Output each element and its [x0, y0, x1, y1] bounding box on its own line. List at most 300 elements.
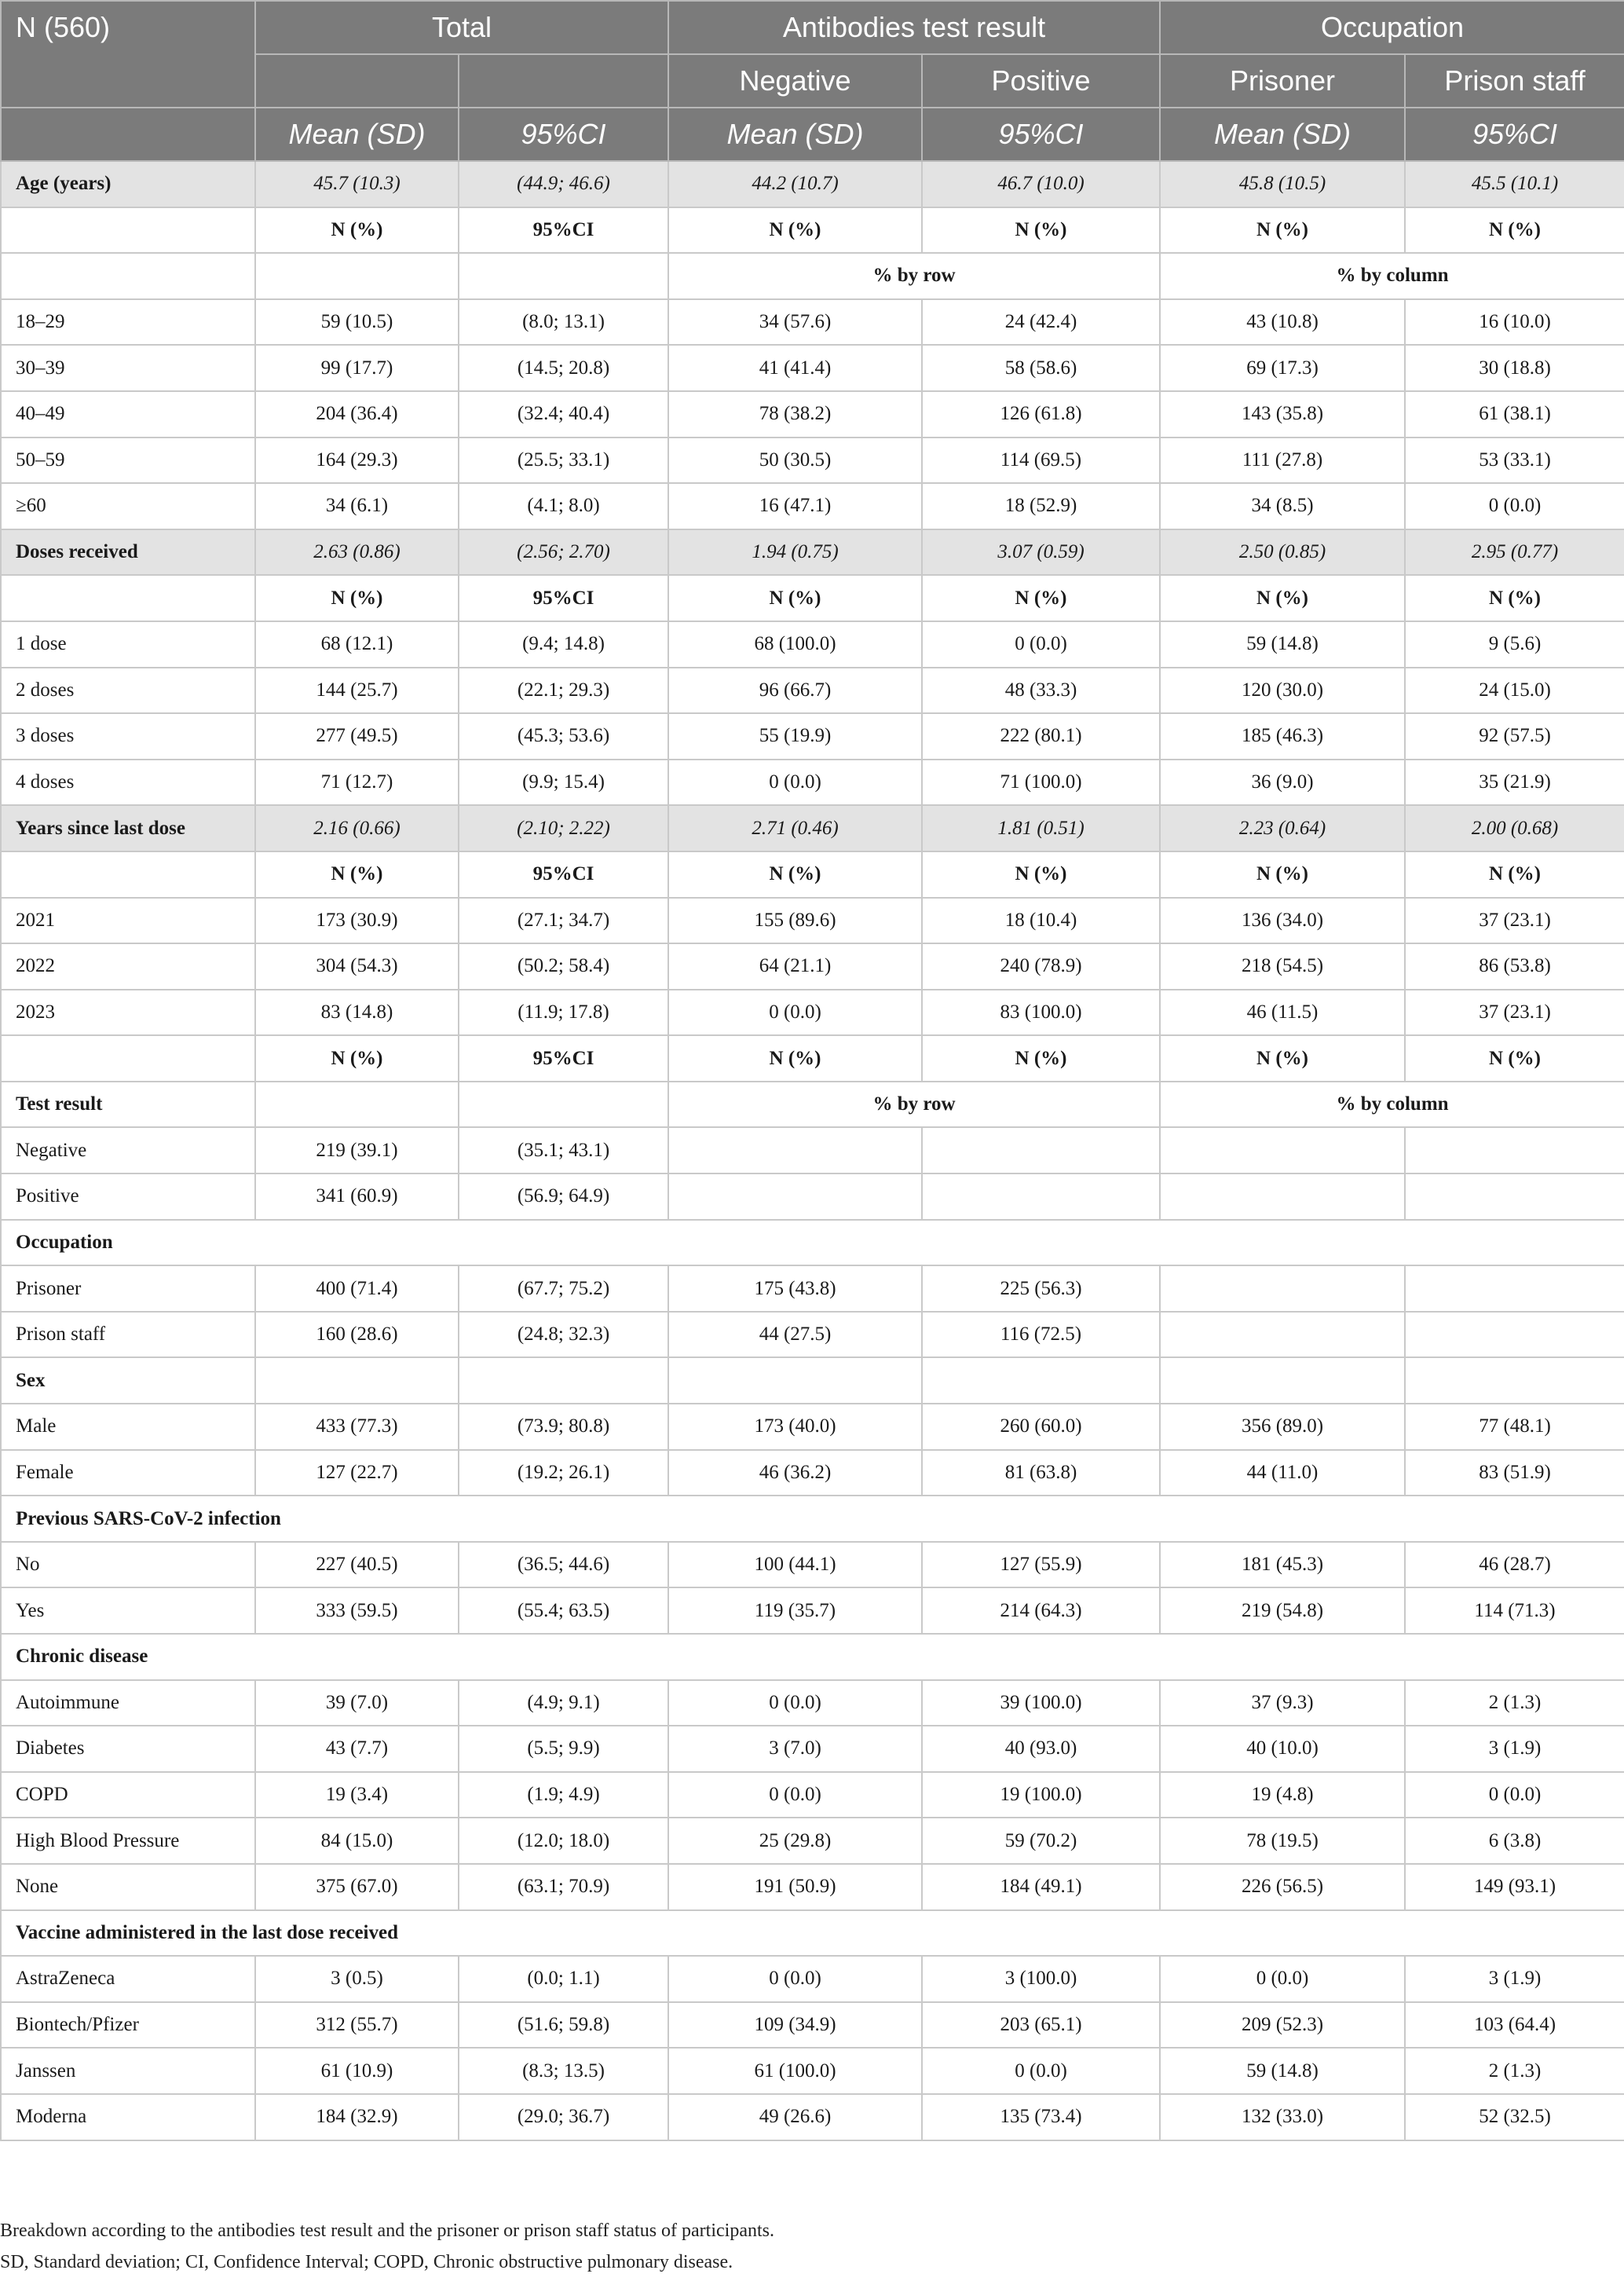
- table-cell: 37 (9.3): [1160, 1680, 1405, 1726]
- table-cell: N (%): [1160, 207, 1405, 254]
- row-label: Autoimmune: [1, 1680, 255, 1726]
- table-cell: 44 (11.0): [1160, 1450, 1405, 1496]
- table-cell: (73.9; 80.8): [459, 1404, 668, 1450]
- table-cell: 2.71 (0.46): [668, 805, 922, 851]
- table-row: [1, 2002, 1624, 2049]
- row-label: Positive: [1, 1173, 255, 1220]
- table-cell: [922, 1173, 1160, 1220]
- table-cell: N (%): [1405, 1035, 1624, 1082]
- table-cell: 304 (54.3): [255, 943, 459, 990]
- table-cell: 103 (64.4): [1405, 2002, 1624, 2049]
- table-cell: 400 (71.4): [255, 1265, 459, 1312]
- table-cell: 83 (100.0): [922, 990, 1160, 1036]
- table-cell: 109 (34.9): [668, 2002, 922, 2049]
- table-cell: 2.95 (0.77): [1405, 529, 1624, 576]
- table-cell: 39 (7.0): [255, 1680, 459, 1726]
- table-row: [1, 668, 1624, 714]
- table-cell: (8.3; 13.5): [459, 2048, 668, 2094]
- table-cell: N (%): [1405, 851, 1624, 898]
- pct-by-row-label: % by row: [668, 253, 1160, 299]
- table-body: [1, 161, 1624, 2140]
- row-label: ≥60: [1, 483, 255, 529]
- table-cell: (25.5; 33.1): [459, 438, 668, 484]
- table-cell: N (%): [1160, 851, 1405, 898]
- table-cell: 16 (47.1): [668, 483, 922, 529]
- table-cell: 160 (28.6): [255, 1312, 459, 1358]
- table-cell: 59 (14.8): [1160, 2048, 1405, 2094]
- header-stat: Mean (SD): [255, 108, 459, 161]
- table-cell: 3 (100.0): [922, 1956, 1160, 2002]
- table-cell: 143 (35.8): [1160, 391, 1405, 438]
- table-row: [1, 713, 1624, 760]
- table-cell: 333 (59.5): [255, 1587, 459, 1634]
- table-row: [1, 1587, 1624, 1634]
- table-cell: 55 (19.9): [668, 713, 922, 760]
- table-cell: 0 (0.0): [668, 1680, 922, 1726]
- table-cell: [1160, 1127, 1405, 1173]
- table-cell: N (%): [668, 207, 922, 254]
- table-cell: 46 (11.5): [1160, 990, 1405, 1036]
- table-cell: 219 (39.1): [255, 1127, 459, 1173]
- table-cell: 2.00 (0.68): [1405, 805, 1624, 851]
- table-cell: [1160, 1312, 1405, 1358]
- table-cell: 78 (19.5): [1160, 1818, 1405, 1864]
- table-cell: [459, 253, 668, 299]
- table-cell: 44.2 (10.7): [668, 161, 922, 207]
- footnote-breakdown: Breakdown according to the antibodies test result and the prisoner or prison staff status of participants.: [0, 2221, 774, 2241]
- table-cell: 36 (9.0): [1160, 760, 1405, 806]
- row-label: Moderna: [1, 2094, 255, 2140]
- table-row: [1, 1726, 1624, 1772]
- row-label: Age (years): [1, 161, 255, 207]
- table-cell: 225 (56.3): [922, 1265, 1160, 1312]
- table-cell: [255, 1357, 459, 1404]
- row-label: 30–39: [1, 345, 255, 391]
- row-label: 2022: [1, 943, 255, 990]
- table-row: [1, 805, 1624, 851]
- table-cell: (9.4; 14.8): [459, 621, 668, 668]
- table-cell: 222 (80.1): [922, 713, 1160, 760]
- table-cell: 375 (67.0): [255, 1864, 459, 1910]
- header-group-occupation: Occupation: [1160, 1, 1624, 54]
- header-sublabel-prisoner: Prisoner: [1160, 54, 1405, 108]
- table-cell: 81 (63.8): [922, 1450, 1160, 1496]
- header-group-total: Total: [255, 1, 668, 54]
- row-label: [1, 1035, 255, 1082]
- table-cell: 37 (23.1): [1405, 898, 1624, 944]
- header-stat: 95%CI: [922, 108, 1160, 161]
- row-label: Biontech/Pfizer: [1, 2002, 255, 2049]
- table-cell: 24 (15.0): [1405, 668, 1624, 714]
- table-cell: 37 (23.1): [1405, 990, 1624, 1036]
- table-cell: 240 (78.9): [922, 943, 1160, 990]
- table-cell: 46 (36.2): [668, 1450, 922, 1496]
- table-cell: (45.3; 53.6): [459, 713, 668, 760]
- table-footnotes: [0, 2215, 774, 2278]
- table-cell: (27.1; 34.7): [459, 898, 668, 944]
- table-cell: 9 (5.6): [1405, 621, 1624, 668]
- section-label: Occupation: [1, 1220, 1624, 1266]
- table-cell: 92 (57.5): [1405, 713, 1624, 760]
- table-cell: N (%): [922, 1035, 1160, 1082]
- table-cell: [668, 1173, 922, 1220]
- table-cell: (2.56; 2.70): [459, 529, 668, 576]
- table-cell: 2.16 (0.66): [255, 805, 459, 851]
- table-cell: 95%CI: [459, 207, 668, 254]
- table-cell: 34 (57.6): [668, 299, 922, 346]
- table-cell: 61 (38.1): [1405, 391, 1624, 438]
- table-cell: (0.0; 1.1): [459, 1956, 668, 2002]
- row-label: Doses received: [1, 529, 255, 576]
- row-label: [1, 851, 255, 898]
- table-cell: 83 (14.8): [255, 990, 459, 1036]
- table-cell: [1160, 1357, 1405, 1404]
- table-cell: 95%CI: [459, 851, 668, 898]
- table-cell: 433 (77.3): [255, 1404, 459, 1450]
- table-cell: 48 (33.3): [922, 668, 1160, 714]
- table-cell: 34 (8.5): [1160, 483, 1405, 529]
- table-row: [1, 529, 1624, 576]
- table-cell: 173 (30.9): [255, 898, 459, 944]
- table-cell: [922, 1357, 1160, 1404]
- table-cell: 45.8 (10.5): [1160, 161, 1405, 207]
- table-row: [1, 345, 1624, 391]
- row-label: Test result: [1, 1082, 255, 1128]
- table-row: [1, 1127, 1624, 1173]
- table-cell: N (%): [1405, 207, 1624, 254]
- table-cell: 181 (45.3): [1160, 1542, 1405, 1588]
- table-row: [1, 760, 1624, 806]
- table-cell: 77 (48.1): [1405, 1404, 1624, 1450]
- row-label: Female: [1, 1450, 255, 1496]
- header-stat: 95%CI: [1405, 108, 1624, 161]
- table-cell: 2.23 (0.64): [1160, 805, 1405, 851]
- table-row: [1, 1864, 1624, 1910]
- table-row: [1, 2094, 1624, 2140]
- table-cell: 0 (0.0): [668, 760, 922, 806]
- table-cell: N (%): [922, 851, 1160, 898]
- row-label: 1 dose: [1, 621, 255, 668]
- table-cell: (9.9; 15.4): [459, 760, 668, 806]
- table-cell: 19 (4.8): [1160, 1772, 1405, 1818]
- table-cell: 219 (54.8): [1160, 1587, 1405, 1634]
- table-cell: 0 (0.0): [1405, 1772, 1624, 1818]
- table-row: [1, 483, 1624, 529]
- table-cell: 0 (0.0): [668, 990, 922, 1036]
- table-cell: N (%): [922, 207, 1160, 254]
- row-label: 2023: [1, 990, 255, 1036]
- table-cell: (12.0; 18.0): [459, 1818, 668, 1864]
- table-cell: 111 (27.8): [1160, 438, 1405, 484]
- header-stat: 95%CI: [459, 108, 668, 161]
- table-row: [1, 1035, 1624, 1082]
- table-cell: 68 (100.0): [668, 621, 922, 668]
- table-cell: 0 (0.0): [668, 1772, 922, 1818]
- table-cell: (55.4; 63.5): [459, 1587, 668, 1634]
- header-sublabel: [255, 54, 459, 108]
- table-cell: 3 (7.0): [668, 1726, 922, 1772]
- table-cell: 61 (100.0): [668, 2048, 922, 2094]
- table-row: [1, 1910, 1624, 1957]
- table-cell: 127 (55.9): [922, 1542, 1160, 1588]
- table-row: [1, 391, 1624, 438]
- pct-by-column-label: % by column: [1160, 253, 1624, 299]
- table-cell: [1405, 1173, 1624, 1220]
- table-cell: 132 (33.0): [1160, 2094, 1405, 2140]
- section-label: Previous SARS-CoV-2 infection: [1, 1496, 1624, 1542]
- table-cell: 277 (49.5): [255, 713, 459, 760]
- table-cell: 44 (27.5): [668, 1312, 922, 1358]
- row-label: AstraZeneca: [1, 1956, 255, 2002]
- row-label: Janssen: [1, 2048, 255, 2094]
- table-cell: N (%): [668, 1035, 922, 1082]
- pct-by-row-label: % by row: [668, 1082, 1160, 1128]
- table-cell: 39 (100.0): [922, 1680, 1160, 1726]
- table-cell: [1405, 1265, 1624, 1312]
- table-cell: 43 (7.7): [255, 1726, 459, 1772]
- row-label: [1, 575, 255, 621]
- table-cell: [255, 1082, 459, 1128]
- table-cell: 40 (10.0): [1160, 1726, 1405, 1772]
- header-sublabel: [459, 54, 668, 108]
- table-row: [1, 1634, 1624, 1680]
- table-cell: 30 (18.8): [1405, 345, 1624, 391]
- table-row: [1, 1312, 1624, 1358]
- table-cell: 59 (14.8): [1160, 621, 1405, 668]
- table-cell: (14.5; 20.8): [459, 345, 668, 391]
- table-row: [1, 851, 1624, 898]
- table-cell: (19.2; 26.1): [459, 1450, 668, 1496]
- table-cell: (2.10; 2.22): [459, 805, 668, 851]
- table-cell: (24.8; 32.3): [459, 1312, 668, 1358]
- table-cell: (29.0; 36.7): [459, 2094, 668, 2140]
- table-cell: 175 (43.8): [668, 1265, 922, 1312]
- table-cell: [1405, 1127, 1624, 1173]
- row-label: Prisoner: [1, 1265, 255, 1312]
- table-cell: 45.5 (10.1): [1405, 161, 1624, 207]
- table-cell: (63.1; 70.9): [459, 1864, 668, 1910]
- row-label: COPD: [1, 1772, 255, 1818]
- table-cell: 71 (12.7): [255, 760, 459, 806]
- table-cell: 356 (89.0): [1160, 1404, 1405, 1450]
- table-cell: 99 (17.7): [255, 345, 459, 391]
- table-cell: 204 (36.4): [255, 391, 459, 438]
- table-row: [1, 575, 1624, 621]
- table-cell: 214 (64.3): [922, 1587, 1160, 1634]
- table-cell: 119 (35.7): [668, 1587, 922, 1634]
- table-cell: 71 (100.0): [922, 760, 1160, 806]
- table-cell: N (%): [922, 575, 1160, 621]
- table-row: [1, 1220, 1624, 1266]
- table-cell: (35.1; 43.1): [459, 1127, 668, 1173]
- table-row: [1, 253, 1624, 299]
- table-cell: 86 (53.8): [1405, 943, 1624, 990]
- table-cell: 58 (58.6): [922, 345, 1160, 391]
- section-label: Chronic disease: [1, 1634, 1624, 1680]
- table-cell: N (%): [255, 575, 459, 621]
- header-stat: Mean (SD): [1160, 108, 1405, 161]
- table-cell: 312 (55.7): [255, 2002, 459, 2049]
- table-cell: (44.9; 46.6): [459, 161, 668, 207]
- header-corner: N (560): [1, 1, 255, 108]
- table-cell: 218 (54.5): [1160, 943, 1405, 990]
- row-label: [1, 253, 255, 299]
- table-row: [1, 1404, 1624, 1450]
- table-cell: 209 (52.3): [1160, 2002, 1405, 2049]
- table-cell: 43 (10.8): [1160, 299, 1405, 346]
- row-label: Sex: [1, 1357, 255, 1404]
- row-label: None: [1, 1864, 255, 1910]
- table-cell: 173 (40.0): [668, 1404, 922, 1450]
- row-label: [1, 207, 255, 254]
- table-cell: N (%): [255, 851, 459, 898]
- table-cell: 95%CI: [459, 575, 668, 621]
- table-cell: 184 (49.1): [922, 1864, 1160, 1910]
- table-cell: 144 (25.7): [255, 668, 459, 714]
- table-cell: 127 (22.7): [255, 1450, 459, 1496]
- table-cell: (56.9; 64.9): [459, 1173, 668, 1220]
- table-cell: 46.7 (10.0): [922, 161, 1160, 207]
- table-cell: 100 (44.1): [668, 1542, 922, 1588]
- row-label: 2 doses: [1, 668, 255, 714]
- table-cell: 16 (10.0): [1405, 299, 1624, 346]
- table-row: [1, 438, 1624, 484]
- table-cell: 1.81 (0.51): [922, 805, 1160, 851]
- row-label: 2021: [1, 898, 255, 944]
- table-cell: (51.6; 59.8): [459, 2002, 668, 2049]
- table-cell: 2 (1.3): [1405, 1680, 1624, 1726]
- table-cell: 260 (60.0): [922, 1404, 1160, 1450]
- table-row: [1, 299, 1624, 346]
- row-label: Male: [1, 1404, 255, 1450]
- table-cell: 61 (10.9): [255, 2048, 459, 2094]
- row-label: Yes: [1, 1587, 255, 1634]
- table-cell: 135 (73.4): [922, 2094, 1160, 2140]
- table-cell: [922, 1127, 1160, 1173]
- table-cell: 126 (61.8): [922, 391, 1160, 438]
- row-label: 3 doses: [1, 713, 255, 760]
- table-cell: [255, 253, 459, 299]
- table-cell: 59 (10.5): [255, 299, 459, 346]
- table-cell: (36.5; 44.6): [459, 1542, 668, 1588]
- table-row: [1, 161, 1624, 207]
- row-label: Years since last dose: [1, 805, 255, 851]
- row-label: High Blood Pressure: [1, 1818, 255, 1864]
- table-cell: 114 (71.3): [1405, 1587, 1624, 1634]
- header-stat: Mean (SD): [668, 108, 922, 161]
- table-cell: [1405, 1357, 1624, 1404]
- table-cell: 0 (0.0): [1405, 483, 1624, 529]
- table-row: [1, 990, 1624, 1036]
- table-cell: 24 (42.4): [922, 299, 1160, 346]
- table-cell: 0 (0.0): [1160, 1956, 1405, 2002]
- table-cell: 184 (32.9): [255, 2094, 459, 2140]
- table-cell: 0 (0.0): [668, 1956, 922, 2002]
- table-cell: 2 (1.3): [1405, 2048, 1624, 2094]
- table-cell: (5.5; 9.9): [459, 1726, 668, 1772]
- pct-by-column-label: % by column: [1160, 1082, 1624, 1128]
- table-cell: [668, 1357, 922, 1404]
- table-row: [1, 1082, 1624, 1128]
- table-cell: 18 (10.4): [922, 898, 1160, 944]
- table-cell: 59 (70.2): [922, 1818, 1160, 1864]
- table-cell: [668, 1127, 922, 1173]
- header-sublabel-positive: Positive: [922, 54, 1160, 108]
- row-label: 50–59: [1, 438, 255, 484]
- table-cell: N (%): [255, 1035, 459, 1082]
- table-cell: 149 (93.1): [1405, 1864, 1624, 1910]
- table-cell: 41 (41.4): [668, 345, 922, 391]
- table-row: [1, 1772, 1624, 1818]
- table-cell: 203 (65.1): [922, 2002, 1160, 2049]
- table-cell: 191 (50.9): [668, 1864, 922, 1910]
- footnote-abbreviations: SD, Standard deviation; CI, Confidence Interval; COPD, Chronic obstructive pulmonary disease.: [0, 2252, 733, 2272]
- row-label: No: [1, 1542, 255, 1588]
- table-row: [1, 621, 1624, 668]
- table-header: [1, 1, 1624, 161]
- table-cell: 52 (32.5): [1405, 2094, 1624, 2140]
- table-cell: 155 (89.6): [668, 898, 922, 944]
- table-cell: [1160, 1173, 1405, 1220]
- table-cell: 95%CI: [459, 1035, 668, 1082]
- table-cell: 2.63 (0.86): [255, 529, 459, 576]
- table-cell: 226 (56.5): [1160, 1864, 1405, 1910]
- row-label: Negative: [1, 1127, 255, 1173]
- table-cell: 64 (21.1): [668, 943, 922, 990]
- table-cell: (11.9; 17.8): [459, 990, 668, 1036]
- table-row: [1, 1265, 1624, 1312]
- table-row: [1, 1450, 1624, 1496]
- table-cell: 3 (1.9): [1405, 1726, 1624, 1772]
- table-cell: 227 (40.5): [255, 1542, 459, 1588]
- table-cell: 185 (46.3): [1160, 713, 1405, 760]
- table-row: [1, 2048, 1624, 2094]
- table-row: [1, 1496, 1624, 1542]
- table-cell: N (%): [1160, 575, 1405, 621]
- table-cell: 114 (69.5): [922, 438, 1160, 484]
- section-label: Vaccine administered in the last dose received: [1, 1910, 1624, 1957]
- table-cell: N (%): [1405, 575, 1624, 621]
- table-cell: 136 (34.0): [1160, 898, 1405, 944]
- table-cell: N (%): [668, 575, 922, 621]
- header-stat-empty: [1, 108, 255, 161]
- table-cell: (4.1; 8.0): [459, 483, 668, 529]
- table-cell: 34 (6.1): [255, 483, 459, 529]
- table-row: [1, 207, 1624, 254]
- table-cell: 96 (66.7): [668, 668, 922, 714]
- header-row-stats: [1, 108, 1624, 161]
- table-cell: 50 (30.5): [668, 438, 922, 484]
- table-cell: (22.1; 29.3): [459, 668, 668, 714]
- table-row: [1, 943, 1624, 990]
- table-cell: 0 (0.0): [922, 621, 1160, 668]
- table-row: [1, 1956, 1624, 2002]
- table-cell: 45.7 (10.3): [255, 161, 459, 207]
- table-cell: [459, 1357, 668, 1404]
- table-cell: (8.0; 13.1): [459, 299, 668, 346]
- table-cell: (67.7; 75.2): [459, 1265, 668, 1312]
- table-cell: (50.2; 58.4): [459, 943, 668, 990]
- table-cell: 49 (26.6): [668, 2094, 922, 2140]
- table-cell: (32.4; 40.4): [459, 391, 668, 438]
- table-cell: 53 (33.1): [1405, 438, 1624, 484]
- row-label: 18–29: [1, 299, 255, 346]
- table-cell: 69 (17.3): [1160, 345, 1405, 391]
- table-cell: N (%): [668, 851, 922, 898]
- table-cell: 46 (28.7): [1405, 1542, 1624, 1588]
- table-cell: 18 (52.9): [922, 483, 1160, 529]
- table-cell: 35 (21.9): [1405, 760, 1624, 806]
